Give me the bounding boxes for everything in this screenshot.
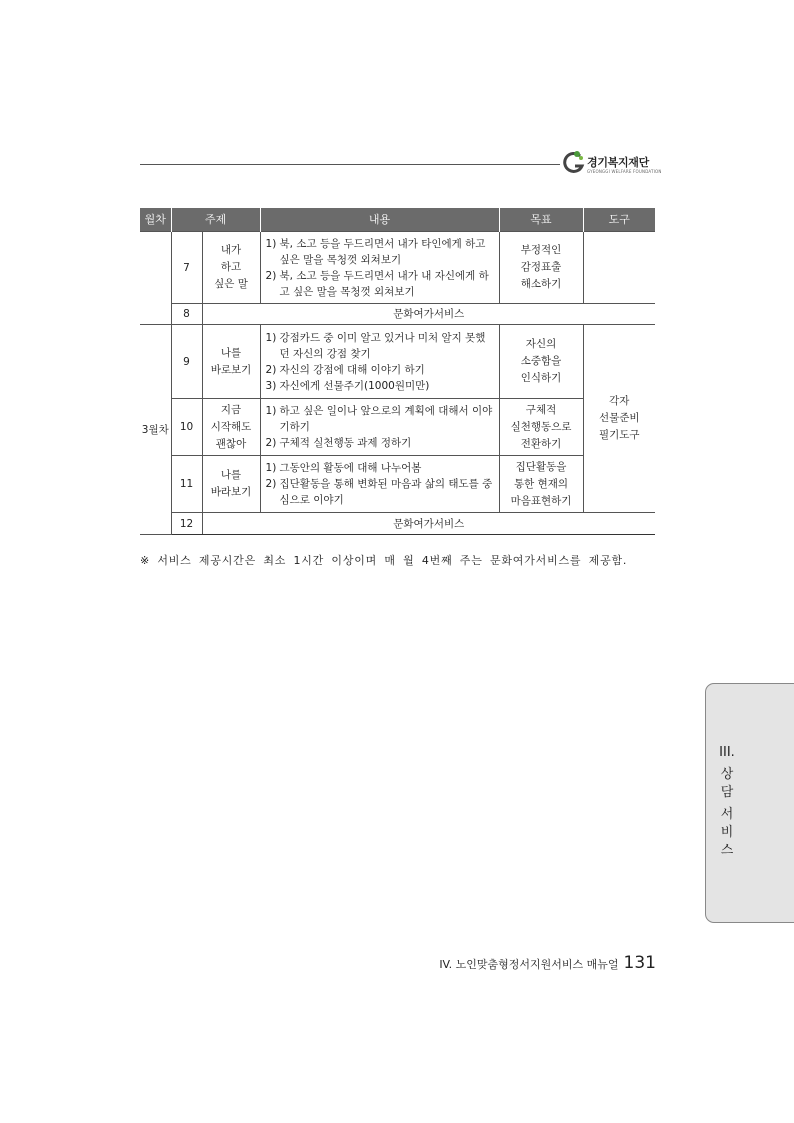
table-row: [140, 232, 655, 304]
content-item: [266, 460, 495, 476]
content-cell: [260, 232, 499, 304]
content-item: [266, 362, 495, 378]
goal-line: 해소하기: [520, 278, 562, 290]
tool-cell-empty: [583, 232, 655, 304]
table-row: [140, 513, 655, 535]
week-cell: 11: [171, 456, 202, 513]
topic-line: 하고: [220, 261, 242, 273]
topic-line: 나를: [220, 346, 242, 359]
content-item: [266, 268, 495, 300]
topic-line: 바로보기: [210, 363, 252, 376]
content-item: [266, 378, 495, 394]
topic-line: 나를: [220, 469, 242, 481]
week-cell: 10: [171, 399, 202, 456]
content-cell: [260, 456, 499, 513]
header-month: 월차: [140, 208, 171, 232]
content-item: [266, 476, 495, 508]
merged-cell: 문화여가서비스: [202, 513, 655, 535]
goal-line: 전환하기: [520, 437, 562, 450]
topic-line: 바라보기: [210, 486, 252, 498]
goal-line: 구체적: [525, 403, 557, 416]
merged-cell: 문화여가서비스: [202, 304, 655, 325]
header-topic: 주제: [171, 208, 260, 232]
topic-cell: [202, 399, 260, 456]
goal-cell: [499, 232, 583, 304]
topic-line: 지금: [220, 403, 242, 416]
item-number: 2): [265, 478, 277, 490]
chapter-char: 상: [720, 767, 734, 782]
table-row: [140, 456, 655, 513]
chapter-char: 비: [720, 825, 734, 840]
header-goal: 목표: [499, 208, 583, 232]
tool-line: 선물준비: [598, 412, 640, 424]
topic-line: 내가: [220, 244, 242, 256]
table-row: [140, 304, 655, 325]
footnote: ※ 서비스 제공시간은 최소 1시간 이상이며 매 월 4번째 주는 문화여가서비스를 제공함.: [140, 554, 628, 567]
goal-cell: [499, 325, 583, 399]
goal-line: 집단활동을: [515, 460, 567, 473]
topic-line: 괜찮아: [215, 437, 247, 450]
goal-line: 자신의: [525, 338, 557, 350]
content-item: [266, 330, 495, 362]
item-number: 1): [265, 462, 277, 474]
content-cell: [260, 399, 499, 456]
item-number: 2): [265, 437, 277, 449]
chapter-numeral: III.: [719, 745, 735, 760]
topic-cell: [202, 325, 260, 399]
topic-line: 시작해도: [210, 420, 252, 433]
goal-line: 소중함을: [520, 355, 562, 367]
goal-cell: [499, 399, 583, 456]
topic-cell: [202, 456, 260, 513]
topic-cell: [202, 232, 260, 304]
goal-line: 인식하기: [520, 372, 562, 384]
chapter-char: 스: [720, 843, 734, 858]
chapter-tab-label: [719, 744, 735, 860]
logo-text: 경기복지재단: [587, 156, 649, 169]
item-text: 북, 소고 등을 두드리면서 내가 내 자신에게 하고 싶은 말을 목청껏 외쳐보기: [279, 269, 489, 298]
item-number: 3): [265, 379, 277, 392]
content-item: [266, 403, 495, 435]
program-table: [140, 208, 655, 535]
goal-line: 실천행동으로: [510, 420, 572, 433]
item-text: 자신에게 선물주기(1000원미만): [279, 379, 430, 392]
chapter-char: 서: [720, 807, 734, 822]
week-cell: 8: [171, 304, 202, 325]
foundation-logo: [561, 150, 661, 180]
table-header-row: [140, 208, 655, 232]
item-number: 1): [265, 331, 277, 344]
goal-line: 통한 현재의: [513, 477, 569, 490]
item-number: 1): [265, 405, 277, 417]
content-cell: [260, 325, 499, 399]
month-cell-empty: [140, 232, 171, 325]
item-text: 자신의 강점에 대해 이야기 하기: [279, 363, 425, 376]
goal-line: 마음표현하기: [510, 494, 572, 507]
item-text: 북, 소고 등을 두드리면서 내가 타인에게 하고 싶은 말을 목청껏 외쳐보기: [279, 237, 486, 266]
tool-cell: [583, 325, 655, 513]
item-text: 하고 싶은 일이나 앞으로의 계획에 대해서 이야기하기: [279, 405, 493, 433]
table-row: [140, 399, 655, 456]
item-number: 2): [265, 363, 277, 376]
item-text: 그동안의 활동에 대해 나누어봄: [279, 462, 422, 474]
tool-line: 필기도구: [598, 429, 640, 441]
footer-title: IV. 노인맞춤형정서지원서비스 매뉴얼: [439, 958, 619, 971]
week-cell: 7: [171, 232, 202, 304]
header-content: 내용: [260, 208, 499, 232]
page-footer: [423, 953, 656, 975]
week-cell: 12: [171, 513, 202, 535]
month-cell: 3월차: [140, 325, 171, 535]
header-rule: [140, 164, 560, 165]
item-text: 강점카드 중 이미 알고 있거나 미처 알지 못했던 자신의 강점 찾기: [279, 331, 486, 360]
goal-cell: [499, 456, 583, 513]
item-text: 구체적 실천행동 과제 정하기: [279, 437, 412, 449]
page-number: 131: [623, 953, 656, 973]
content-item: [266, 236, 495, 268]
logo-subtext: GYEONGGI WELFARE FOUNDATION: [587, 169, 662, 174]
item-number: 2): [265, 269, 277, 282]
header-tool: 도구: [583, 208, 655, 232]
chapter-tab: [705, 683, 794, 923]
content-item: [266, 435, 495, 451]
chapter-char: 담: [720, 785, 734, 800]
table-row: [140, 325, 655, 399]
week-cell: 9: [171, 325, 202, 399]
goal-line: 감정표출: [520, 261, 562, 273]
tool-line: 각자: [609, 395, 630, 407]
item-number: 1): [265, 237, 277, 250]
item-text: 집단활동을 통해 변화된 마음과 삶의 태도를 중심으로 이야기: [279, 478, 493, 506]
goal-line: 부정적인: [520, 244, 562, 256]
topic-line: 싶은 말: [214, 278, 248, 290]
logo-mark-icon: [563, 150, 585, 176]
